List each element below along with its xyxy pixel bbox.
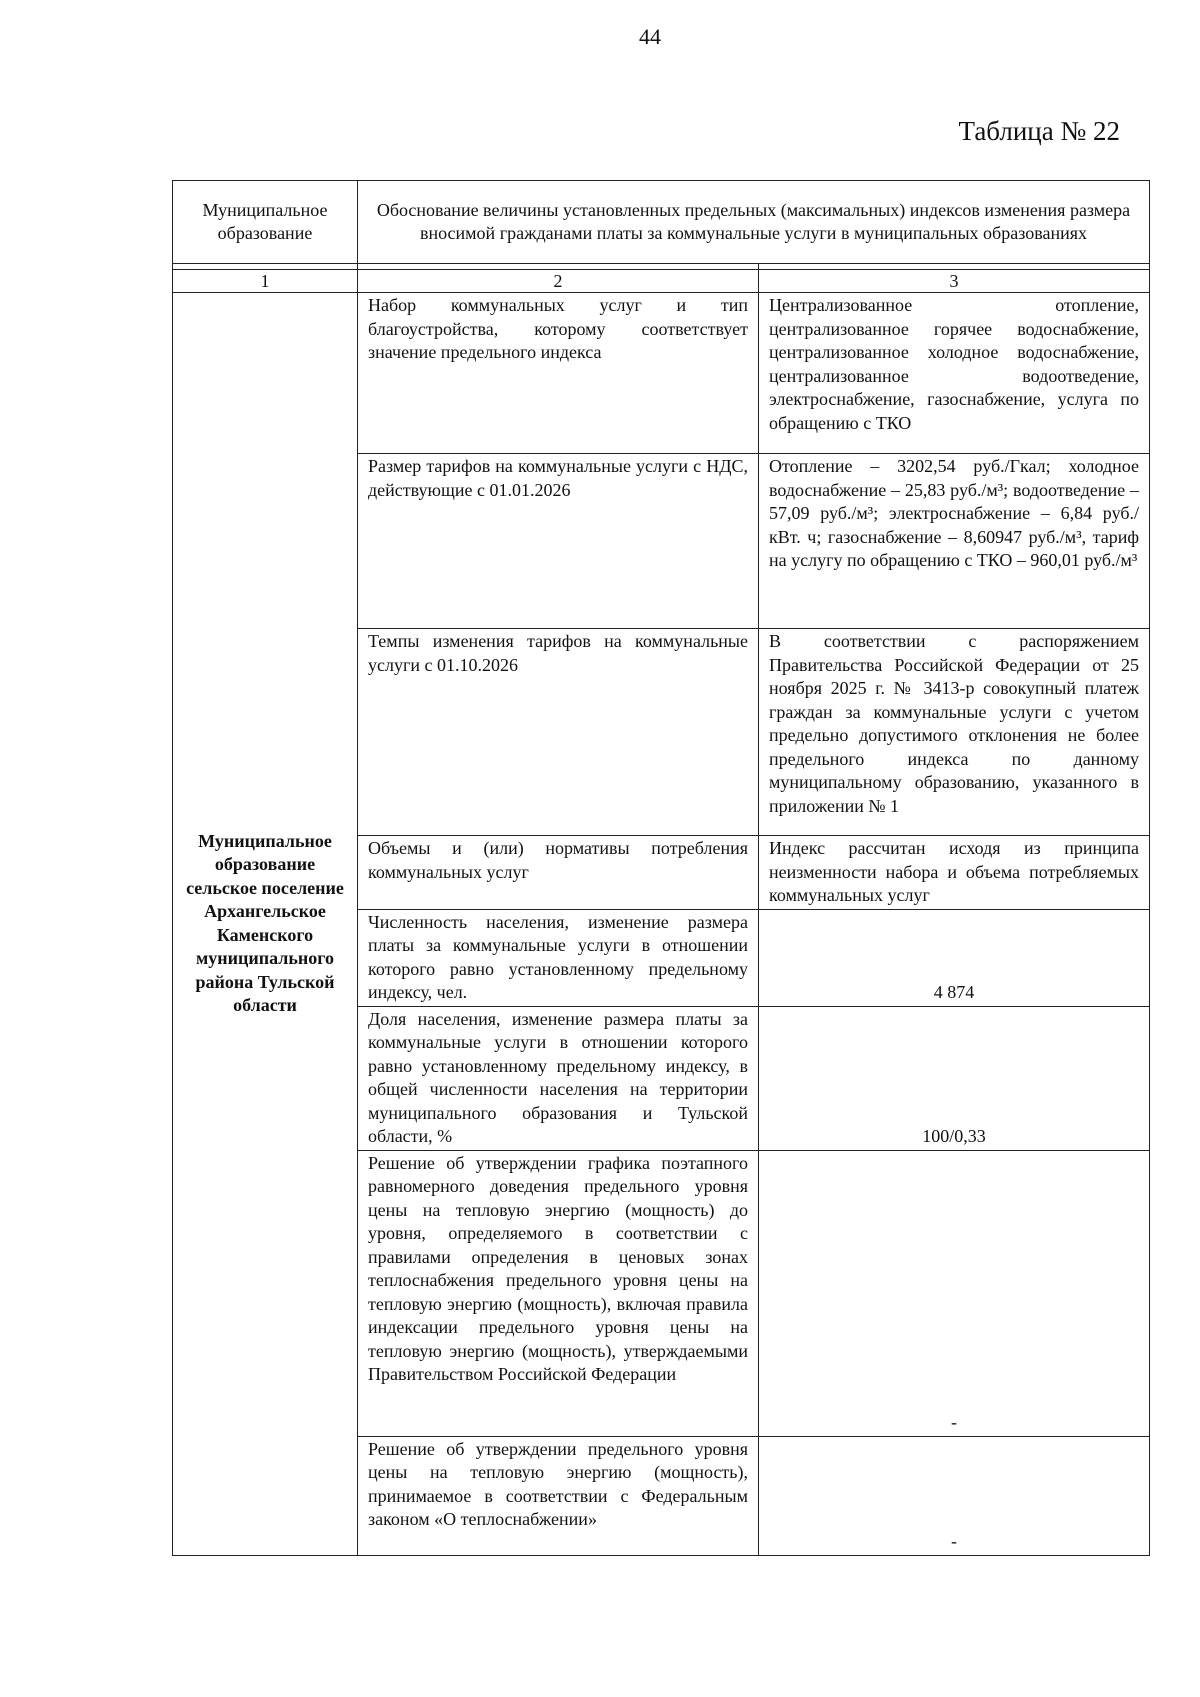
column-number: 3 xyxy=(759,270,1150,293)
row-value: - xyxy=(759,1436,1150,1555)
row-label: Численность населения, изменение размера платы за коммунальные услуги в отношении которого равно установленному предельному индексу, чел. xyxy=(358,909,759,1006)
row-label: Объемы и (или) нормативы потребления коммунальных услуг xyxy=(358,836,759,910)
header-row xyxy=(173,181,1150,264)
row-value: Индекс рассчитан исходя из принципа неизменности набора и объема потребляемых коммунальных услуг xyxy=(759,836,1150,910)
column-number: 2 xyxy=(358,270,759,293)
column-number-row xyxy=(173,270,1150,293)
column-number: 1 xyxy=(173,270,358,293)
row-value: Отопление – 3202,54 руб./Гкал; холодное водоснабжение – 25,83 руб./м³; водоотведение – 57,09 руб./м³; электроснабжение – 6,84 руб./кВт. ч; газоснабжение – 8,60947 руб./м³, тариф на услугу по обращению с ТКО – 960,01 руб./м³ xyxy=(759,454,1150,629)
header-municipality: Муниципальное образование xyxy=(173,181,358,264)
row-label: Размер тарифов на коммунальные услуги с НДС, действующие с 01.01.2026 xyxy=(358,454,759,629)
row-label: Темпы изменения тарифов на коммунальные услуги с 01.10.2026 xyxy=(358,629,759,836)
page-number: 44 xyxy=(639,24,661,49)
row-label: Решение об утверждении графика поэтапного равномерного доведения предельного уровня цены на тепловую энергию (мощность) до уровня, определяемого в соответствии с правилами определения в ценовых зонах теплоснабжения предельного уровня цены на тепловую энергию (мощность), включая правила индексации предельного уровня цены на тепловую энергию (мощность), утверждаемыми Правительством Российской Федерации xyxy=(358,1150,759,1436)
header-justification: Обоснование величины установленных предельных (максимальных) индексов изменения размера вносимой гражданами платы за коммунальные услуги в муниципальных образованиях xyxy=(358,181,1150,264)
row-label: Набор коммунальных услуг и тип благоустройства, которому соответствует значение предельного индекса xyxy=(358,293,759,454)
table-caption: Таблица № 22 xyxy=(958,116,1120,146)
tariff-justification-table xyxy=(172,180,1150,1556)
row-value: 100/0,33 xyxy=(759,1006,1150,1150)
row-value: В соответствии с распоряжением Правительства Российской Федерации от 25 ноября 2025 г. № 3413-р совокупный платеж граждан за коммунальные услуги с учетом предельно допустимого отклонения не более предельного индекса по данному муниципальному образованию, указанного в приложении № 1 xyxy=(759,629,1150,836)
municipality-name: Муниципальное образование сельское поселение Архангельское Каменского муниципального района Тульской области xyxy=(173,293,358,1556)
row-value: - xyxy=(759,1150,1150,1436)
table-row xyxy=(173,293,1150,454)
row-label: Доля населения, изменение размера платы за коммунальные услуги в отношении которого равно установленному предельному индексу, в общей численности населения на территории муниципального образования и Тульской области, % xyxy=(358,1006,759,1150)
row-label: Решение об утверждении предельного уровня цены на тепловую энергию (мощность), принимаемое в соответствии с Федеральным законом «О теплоснабжении» xyxy=(358,1436,759,1555)
row-value: Централизованное отопление, централизованное горячее водоснабжение, централизованное холодное водоснабжение, централизованное водоотведение, электроснабжение, газоснабжение, услуга по обращению с ТКО xyxy=(759,293,1150,454)
row-value: 4 874 xyxy=(759,909,1150,1006)
